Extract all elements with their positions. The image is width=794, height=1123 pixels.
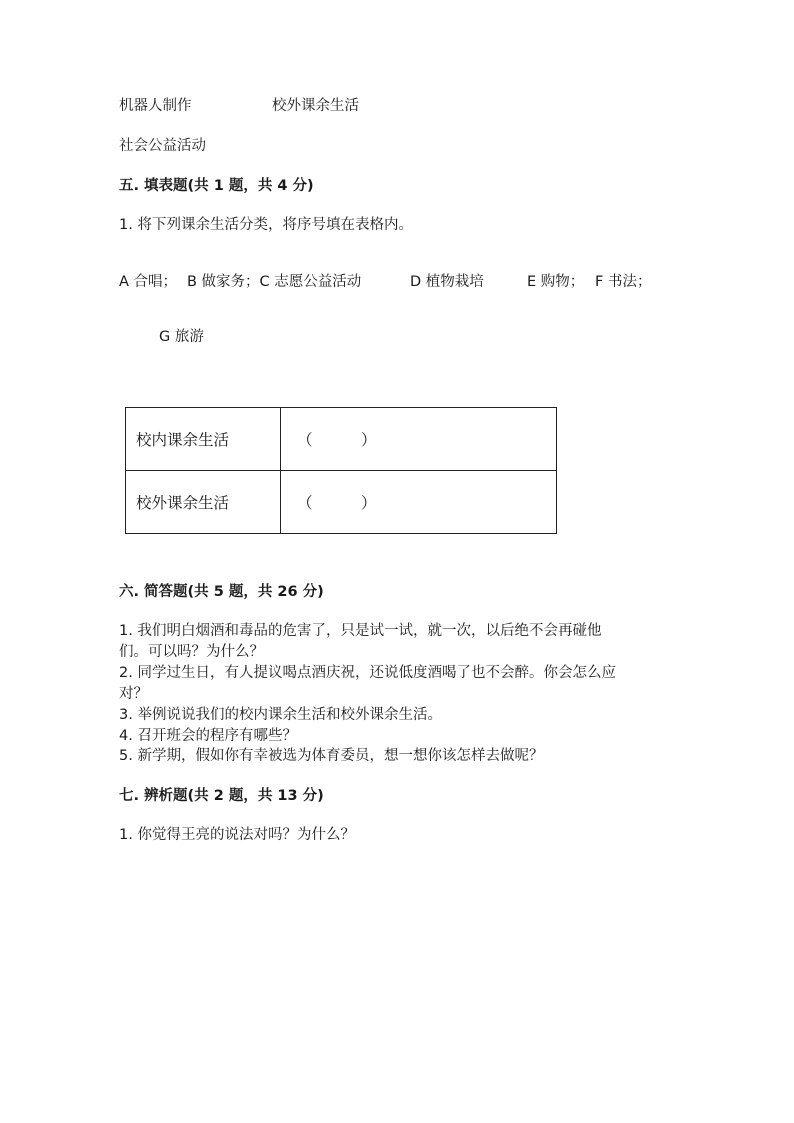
paren-close: ） — [361, 494, 377, 512]
option-e: E 购物； — [527, 274, 585, 290]
activity-item-outside-school: 校外课余生活 — [272, 98, 359, 114]
section5-heading: 五. 填表题(共 1 题，共 4 分) — [119, 178, 314, 194]
section6-line-1: 1. 我们明白烟酒和毒品的危害了，只是试一试，就一次，以后绝不会再碰他 — [119, 623, 602, 639]
answer-blank-inside[interactable] — [281, 408, 557, 471]
option-b-c: B 做家务；C 志愿公益活动 — [187, 274, 362, 290]
section6-line-7: 5. 新学期，假如你有幸被选为体育委员，想一想你该怎样去做呢？ — [119, 748, 544, 764]
option-g: G 旅游 — [159, 329, 204, 345]
section7-question1: 1. 你觉得王亮的说法对吗？为什么？ — [119, 827, 355, 843]
activity-item-public-welfare: 社会公益活动 — [119, 138, 206, 154]
section5-question1: 1. 将下列课余生活分类，将序号填在表格内。 — [119, 217, 413, 233]
table-row — [126, 408, 557, 471]
section6-line-4: 对？ — [119, 686, 148, 702]
row-label-outside: 校外课余生活 — [126, 471, 281, 534]
section6-line-3: 2. 同学过生日，有人提议喝点酒庆祝，还说低度酒喝了也不会醉。你会怎么应 — [119, 665, 616, 681]
section7-heading: 七. 辨析题(共 2 题，共 13 分) — [119, 788, 324, 804]
section6-line-5: 3. 举例说说我们的校内课余生活和校外课余生活。 — [119, 707, 442, 723]
section6-line-2: 们。可以吗？为什么？ — [119, 644, 264, 660]
section5-options — [0, 270, 794, 290]
paren-close: ） — [361, 431, 377, 449]
option-a: A 合唱； — [119, 274, 178, 290]
answer-blank-outside[interactable] — [281, 471, 557, 534]
paren-open: （ — [297, 494, 313, 512]
option-d: D 植物栽培 — [410, 274, 484, 290]
section6-heading: 六. 简答题(共 5 题，共 26 分) — [119, 584, 324, 600]
option-f: F 书法； — [595, 274, 652, 290]
row-label-inside: 校内课余生活 — [126, 408, 281, 471]
section6-line-6: 4. 召开班会的程序有哪些？ — [119, 728, 297, 744]
classification-table — [125, 407, 557, 534]
paren-open: （ — [297, 431, 313, 449]
table-row — [126, 471, 557, 534]
activity-item-robot: 机器人制作 — [119, 98, 192, 114]
